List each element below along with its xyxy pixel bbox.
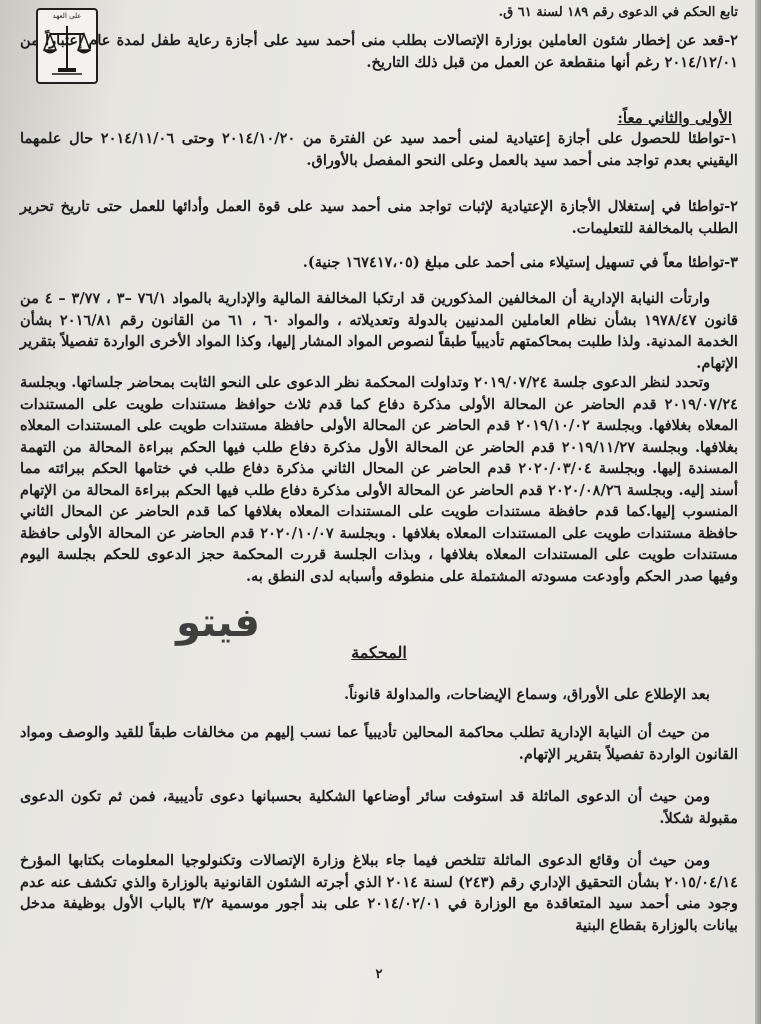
joint-charge-item: ١-تواطئا للحصول على أجازة إعتيادية لمنى أحمد سيد عن الفترة من ٢٠١٤/١٠/٢٠ وحتى ٢٠١٤/١١/٠٦ حال علمهما اليقيني بعدم تواجد منى أحمد سيد بالعمل وعلى النحو المفصل بالأوراق. — [20, 130, 738, 169]
joint-charge-item: ٣-تواطئا معاً في تسهيل إستيلاء منى أحمد على مبلغ (١٦٧٤١٧،٠٥ جنية). — [302, 254, 738, 271]
joint-charge-item: ٢-تواطئا في إستغلال الأجازة الإعتيادية لإثبات تواجد منى أحمد سيد على قوة العمل وأدائها للعمل حتى تاريخ تحرير الطلب بالمخالفة للتعليمات. — [20, 198, 738, 237]
section-heading-first-second: الأولى والثاني معاً: — [617, 109, 732, 127]
binding-edge — [755, 0, 761, 1024]
court-heading: المحكمة — [351, 643, 407, 662]
court-paragraph: ومن حيث أن وقائع الدعوى الماثلة تتلخص فيما جاء ببلاغ وزارة الإتصالات وتكنولوجيا المعلومات بكتابها المؤرخ ٢٠١٥/٠٤/١٤ بشأن التحقيق الإداري رقم (٢٤٣) لسنة ٢٠١٤ الذي أجرته الشئون القانونية بالوزارة والذي تكشف عنه عدم وجود منى أحمد سيد المتعاقدة مع الوزارة في ٢٠١٤/٠٢/٠١ على بند أجور موسمية ٣/٢ بالباب الأول بوظيفة مدخل بيانات بالوزارة بقطاع البنية — [20, 852, 738, 934]
watermark-logo: فيتو — [176, 600, 260, 646]
page-number: ٢ — [375, 967, 383, 982]
court-paragraph: بعد الإطلاع على الأوراق، وسماع الإيضاحات، والمداولة قانوناً. — [344, 686, 710, 703]
charge-item-2: ٢-قعد عن إخطار شئون العاملين بوزارة الإتصالات بطلب منى أحمد سيد على أجازة رعاية طفل لمدة عام إعتباراً من ٢٠١٤/١٢/٠١ رغم أنها منقطعة عن العمل من قبل ذلك التاريخ. — [20, 32, 738, 71]
prosecution-paragraph: وارتأت النيابة الإدارية أن المخالفين المذكورين قد ارتكبا المخالفة المالية والإدارية بالمواد ٧٦/١ –٣ ، ٣/٧٧ – ٤ من قانون ١٩٧٨/٤٧ بشأن نظام العاملين المدنيين بالدولة وتعديلاته ، والمواد ٦٠ ، ٦١ من القانون رقم ٢٠١٦/٨١ بشأن الخدمة المدنية. ولذا طلبت بمحاكمتهم تأديبياً طبقاً لنصوص المواد المشار إليها، وكذا المواد الأخرى الواردة تفصيلاً بتقرير الإتهام. — [20, 290, 739, 372]
court-paragraph: من حيث أن النيابة الإدارية تطلب محاكمة المحالين تأديبياً عما نسب إليهم من مخالفات طبقاً للقيد والوصف ومواد القانون الواردة تفصيلاً بتقرير الإتهام. — [20, 724, 738, 763]
page-header: تابع الحكم في الدعوى رقم ١٨٩ لسنة ٦١ ق. — [498, 5, 738, 20]
logo-caption: على العهد — [52, 12, 82, 20]
court-paragraph: ومن حيث أن الدعوى الماثلة قد استوفت سائر أوضاعها الشكلية بحسبانها دعوى تأديبية، فمن ثم تكون الدعوى مقبولة شكلاً. — [20, 788, 738, 827]
sessions-paragraph: وتحدد لنظر الدعوى جلسة ٢٠١٩/٠٧/٢٤ وتداولت المحكمة نظر الدعوى على النحو الثابت بمحاضر جلساتها. وبجلسة ٢٠١٩/٠٧/٢٤ قدم الحاضر عن المحالة الأولى مذكرة دفاع كما قدم ثلاث حوافظ مستندات طويت على المستندات المعلاه بغلافها. وبجلسة ٢٠١٩/١٠/٠٢ قدم الحاضر عن المحالة الأولى حافظة مستندات طويت على المستندات المعلاه بغلافها. وبجلسة ٢٠١٩/١١/٢٧ قدم الحاضر عن المحالة الأول مذكرة دفاع طلب فيها الحكم ببراءة المحالة من التهمة المسندة إليها. وبجلسة ٢٠٢٠/٠٣/٠٤ قدم الحاضر عن المحال الثاني مذكرة دفاع طلب في ختامها الحكم ببرائته مما أسند إليه. وبجلسة ٢٠٢٠/٠٨/٢٦ قدم الحاضر عن المحالة الأولى مذكرة دفاع طلب فيها الحكم ببراءة المحالة من الإتهام المنسوب إليها.كما قدم حافظة مستندات طويت على المستندات المعلاه بغلافها كما قدم الحاضر عن المحال الثاني حافظة مستندات طويت على المستندات المعلاه بغلافها . وبجلسة ٢٠٢٠/١٠/٠٧ قدم الحاضر عن المحالة الأولى حافظة مستندات طويت على المستندات المعلاه بغلافها ، وبذات الجلسة قررت المحكمة حجز الدعوى للحكم بجلسة اليوم وفيها صدر الحكم وأودعت مسودته المشتملة على منطوقه وأسبابه لدى النطق به. — [20, 374, 739, 585]
